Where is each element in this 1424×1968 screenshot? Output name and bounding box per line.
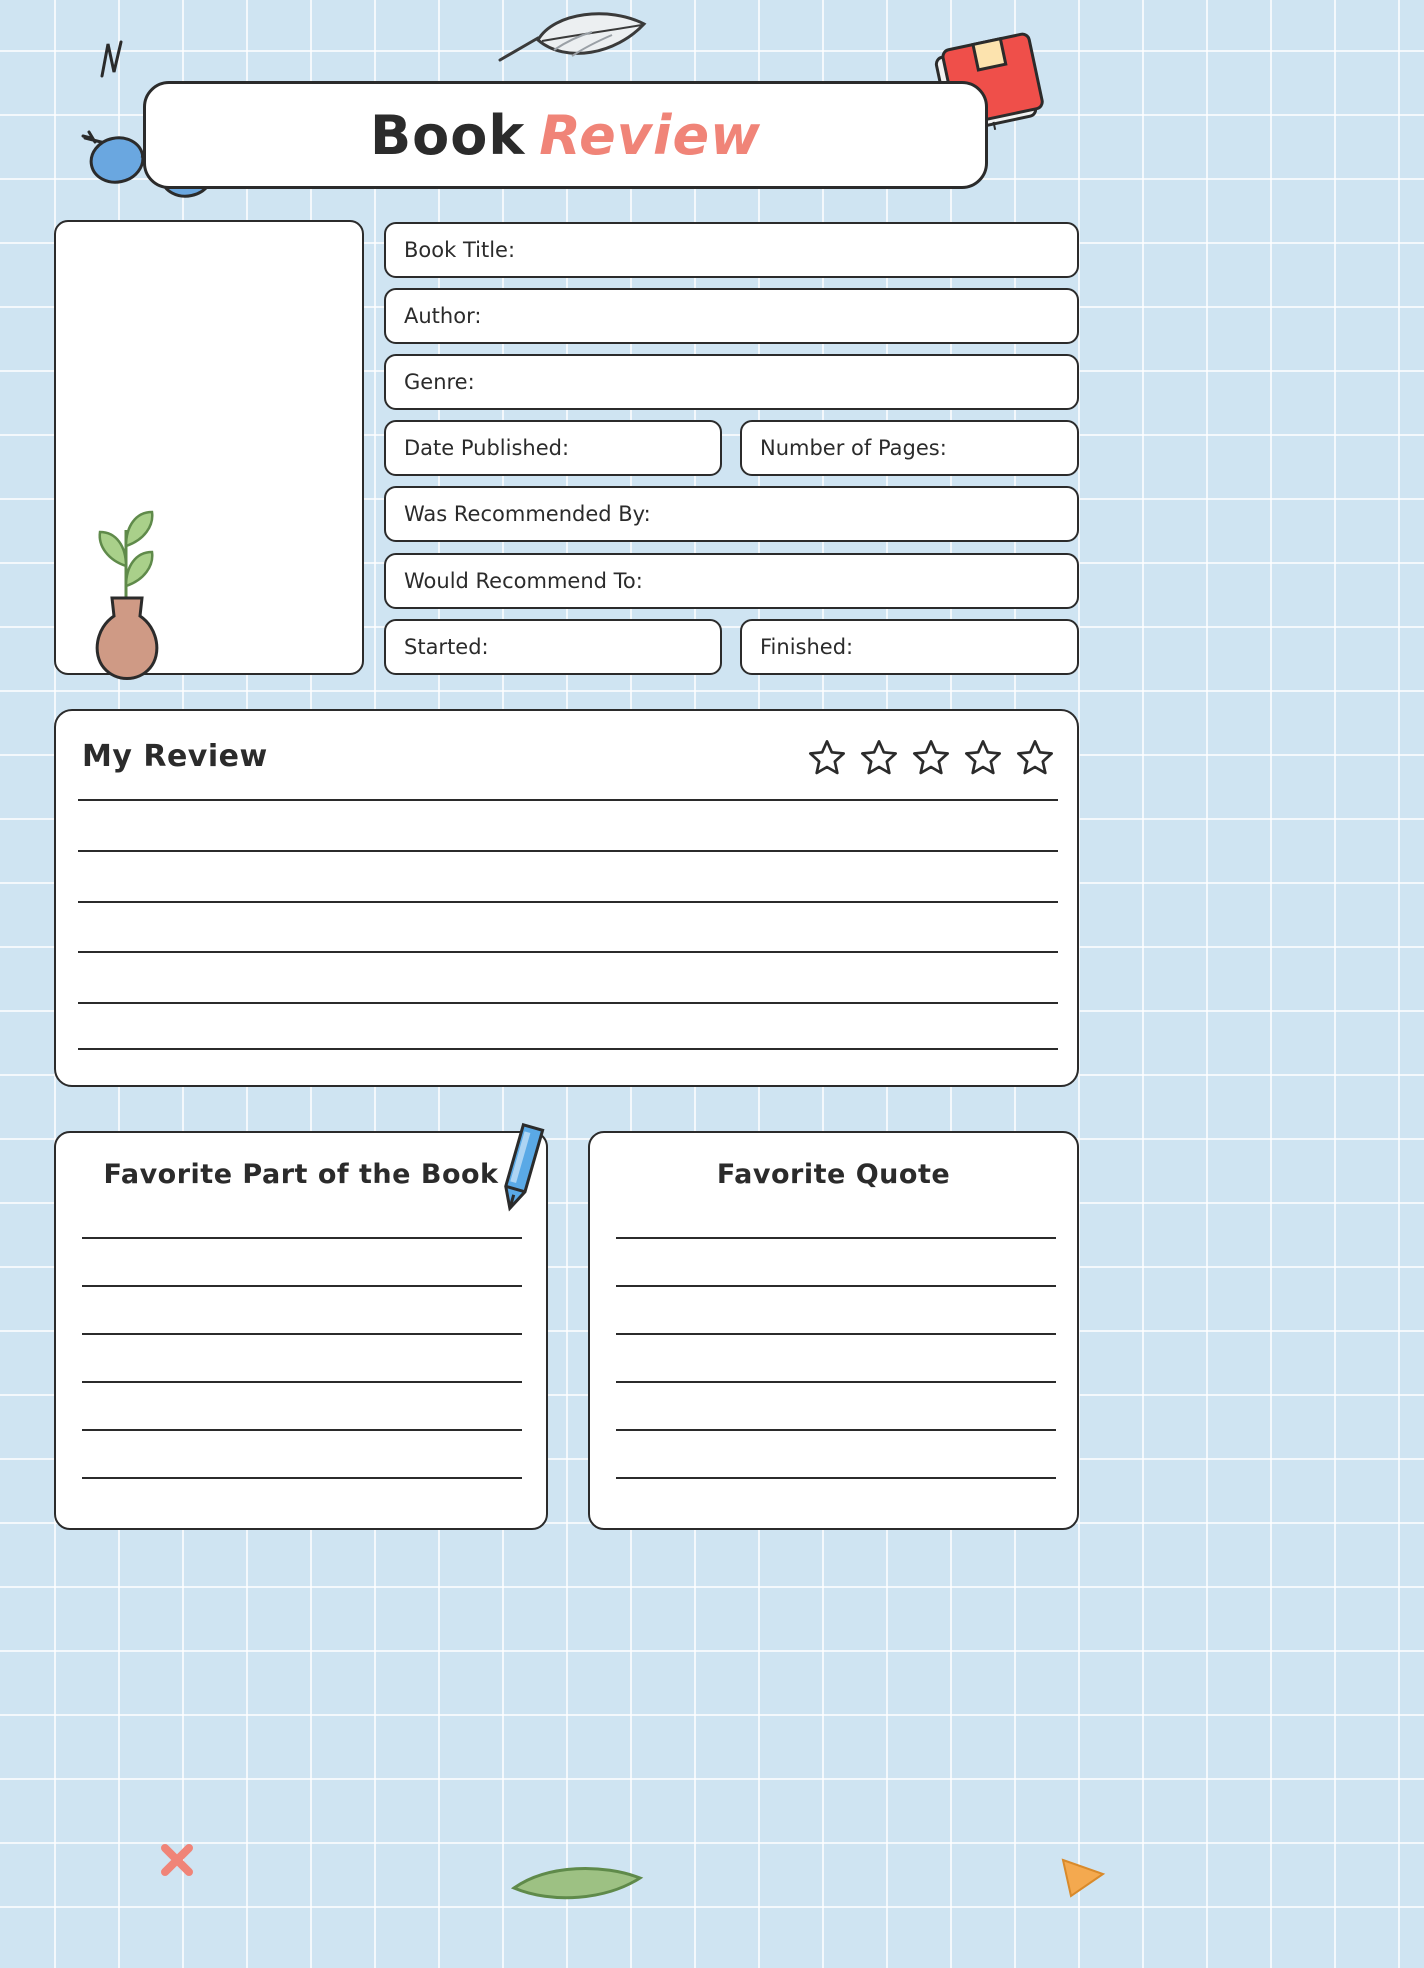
pen-icon xyxy=(486,1118,556,1232)
field-book-title[interactable] xyxy=(384,222,1079,278)
field-label-book-title: Book Title: xyxy=(404,238,516,262)
favorite-quote-heading: Favorite Quote xyxy=(716,1159,951,1190)
star-icon-1[interactable] xyxy=(807,737,847,777)
field-date-published[interactable] xyxy=(384,420,722,476)
page-title-banner xyxy=(143,81,988,189)
review-line-4[interactable] xyxy=(78,951,1058,953)
field-label-would-recommend-to: Would Recommend To: xyxy=(404,569,643,593)
favorite-part-line-1[interactable] xyxy=(82,1237,522,1239)
favorite-part-line-4[interactable] xyxy=(82,1381,522,1383)
field-label-finished: Finished: xyxy=(760,635,854,659)
my-review-heading: My Review xyxy=(82,739,268,774)
favorite-quote-line-6[interactable] xyxy=(616,1477,1056,1479)
favorite-quote-panel xyxy=(588,1131,1079,1530)
favorite-part-line-2[interactable] xyxy=(82,1285,522,1287)
review-line-1[interactable] xyxy=(78,799,1058,801)
field-label-author: Author: xyxy=(404,304,482,328)
page-title xyxy=(370,104,761,167)
field-started[interactable] xyxy=(384,619,722,675)
field-label-number-of-pages: Number of Pages: xyxy=(760,436,947,460)
page-title-word-book: Book xyxy=(369,103,526,167)
field-was-recommended-by[interactable] xyxy=(384,486,1079,542)
favorite-quote-line-1[interactable] xyxy=(616,1237,1056,1239)
favorite-quote-line-5[interactable] xyxy=(616,1429,1056,1431)
field-would-recommend-to[interactable] xyxy=(384,553,1079,609)
field-number-of-pages[interactable] xyxy=(740,420,1079,476)
leaf-icon xyxy=(508,1860,648,1914)
star-icon-4[interactable] xyxy=(963,737,1003,777)
star-rating[interactable] xyxy=(807,737,1055,777)
review-line-6[interactable] xyxy=(78,1048,1058,1050)
field-finished[interactable] xyxy=(740,619,1079,675)
review-line-2[interactable] xyxy=(78,850,1058,852)
field-label-genre: Genre: xyxy=(404,370,475,394)
favorite-part-line-5[interactable] xyxy=(82,1429,522,1431)
feather-icon xyxy=(492,8,652,82)
favorite-part-panel xyxy=(54,1131,548,1530)
favorite-quote-line-3[interactable] xyxy=(616,1333,1056,1335)
field-genre[interactable] xyxy=(384,354,1079,410)
plant-vase-icon xyxy=(74,470,184,704)
squiggle-icon xyxy=(94,36,154,100)
field-label-date-published: Date Published: xyxy=(404,436,570,460)
star-icon-3[interactable] xyxy=(911,737,951,777)
field-label-started: Started: xyxy=(404,635,489,659)
field-author[interactable] xyxy=(384,288,1079,344)
review-line-3[interactable] xyxy=(78,901,1058,903)
field-label-was-recommended-by: Was Recommended By: xyxy=(404,502,651,526)
star-icon-2[interactable] xyxy=(859,737,899,777)
triangle-icon xyxy=(1055,1850,1111,1910)
favorite-part-heading: Favorite Part of the Book xyxy=(103,1159,499,1190)
favorite-part-line-6[interactable] xyxy=(82,1477,522,1479)
page-title-word-review: Review xyxy=(539,103,762,167)
my-review-panel xyxy=(54,709,1079,1087)
favorite-quote-line-2[interactable] xyxy=(616,1285,1056,1287)
star-icon-5[interactable] xyxy=(1015,737,1055,777)
favorite-part-line-3[interactable] xyxy=(82,1333,522,1335)
review-line-5[interactable] xyxy=(78,1002,1058,1004)
favorite-quote-line-4[interactable] xyxy=(616,1381,1056,1383)
cross-icon xyxy=(155,1838,199,1886)
